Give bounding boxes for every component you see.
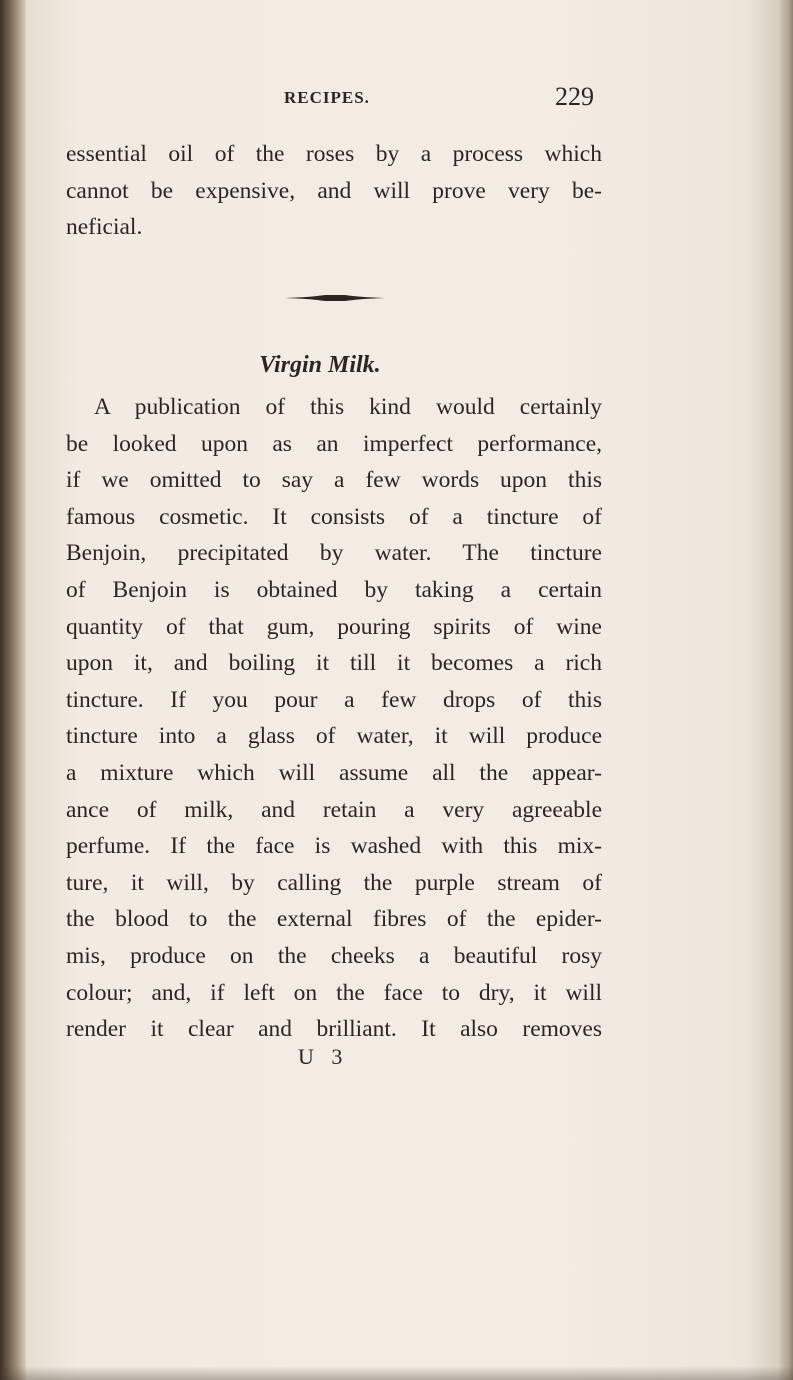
text-line: the blood to the external fibres of the epider- [66, 906, 602, 933]
text-line: cannot be expensive, and will prove very be- [66, 177, 602, 204]
page-edge-shadow [779, 0, 793, 1380]
text-line: tincture into a glass of water, it will produce [66, 723, 602, 750]
text-line: render it clear and brilliant. It also removes [66, 1016, 602, 1043]
section-body [66, 389, 602, 1048]
text-line: famous cosmetic. It consists of a tincture of [66, 503, 602, 530]
page-header [0, 82, 793, 118]
top-paragraph [66, 136, 602, 246]
section-divider-ornament [285, 294, 385, 302]
text-line: upon it, and boiling it till it becomes a rich [66, 650, 602, 677]
page-number: 229 [555, 82, 594, 111]
text-line: of Benjoin is obtained by taking a certain [66, 576, 602, 603]
text-line: if we omitted to say a few words upon this [66, 467, 602, 494]
text-line: mis, produce on the cheeks a beautiful rosy [66, 942, 602, 969]
text-line: a mixture which will assume all the appear- [66, 759, 602, 786]
section-heading: Virgin Milk. [259, 352, 381, 378]
running-title: RECIPES. [284, 88, 370, 107]
text-line: ance of milk, and retain a very agreeable [66, 796, 602, 823]
text-line: be looked upon as an imperfect performance, [66, 430, 602, 457]
signature-mark: U 3 [298, 1044, 349, 1069]
text-line: colour; and, if left on the face to dry, it will [66, 979, 602, 1006]
text-line: Benjoin, precipitated by water. The tincture [66, 540, 602, 567]
text-line: tincture. If you pour a few drops of this [66, 686, 602, 713]
text-line: A publication of this kind would certainly [94, 394, 602, 420]
text-line: perfume. If the face is washed with this mix- [66, 833, 602, 860]
text-line: essential oil of the roses by a process which [66, 141, 602, 167]
text-line: neficial. [66, 214, 143, 241]
page-bottom-shadow [0, 1366, 793, 1380]
text-line: ture, it will, by calling the purple stream of [66, 869, 602, 896]
text-line: quantity of that gum, pouring spirits of wine [66, 613, 602, 640]
book-spine-shadow [0, 0, 26, 1380]
